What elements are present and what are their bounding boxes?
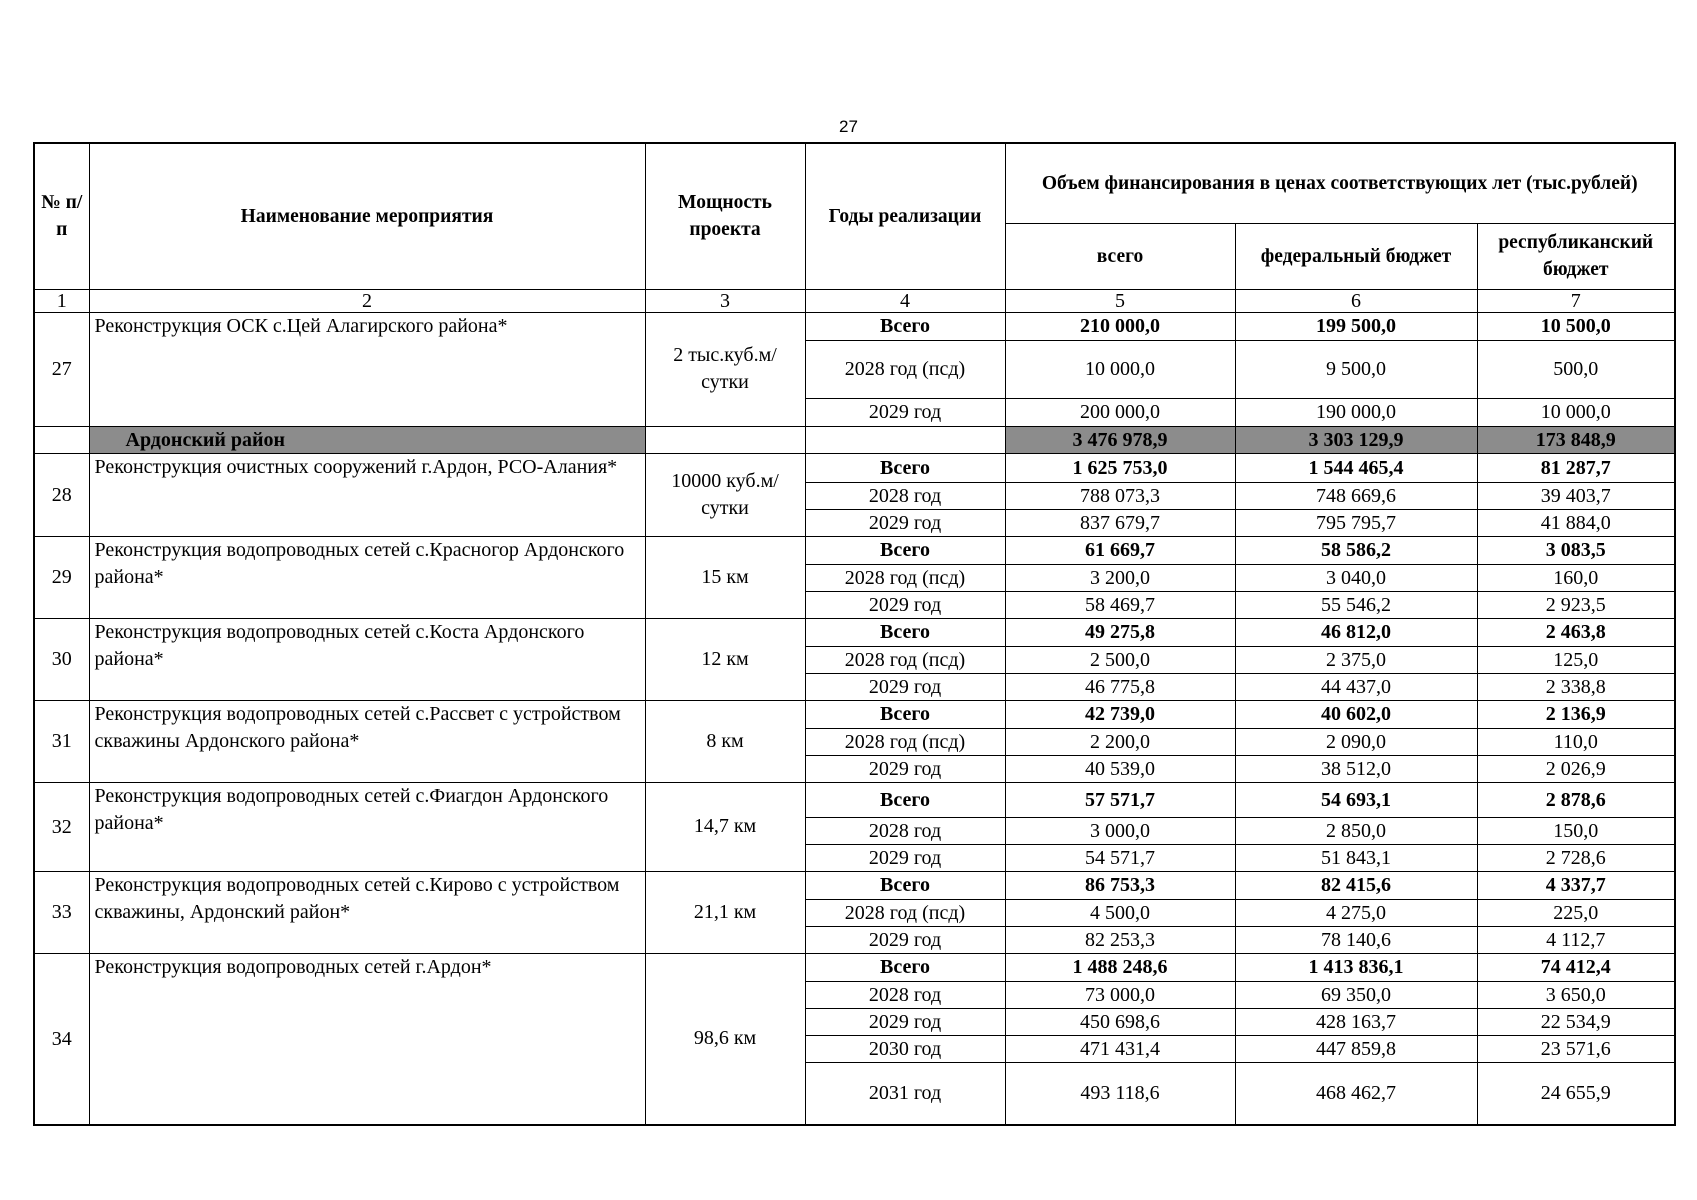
header-row-1	[34, 143, 1675, 223]
year-cell: 2029 год	[805, 1008, 1005, 1035]
federal-cell: 51 843,1	[1235, 844, 1477, 871]
column-number: 7	[1477, 289, 1675, 312]
header-capacity: Мощность проекта	[645, 143, 805, 289]
project-capacity: 14,7 км	[645, 782, 805, 871]
project-number: 32	[34, 782, 89, 871]
republic-cell: 500,0	[1477, 340, 1675, 398]
project-row	[34, 953, 1675, 981]
federal-cell: 447 859,8	[1235, 1035, 1477, 1062]
republic-cell: 150,0	[1477, 817, 1675, 844]
republic-cell: 2 136,9	[1477, 700, 1675, 728]
federal-cell: 1 544 465,4	[1235, 453, 1477, 482]
header-total: всего	[1005, 223, 1235, 289]
federal-cell: 2 090,0	[1235, 728, 1477, 755]
project-number: 29	[34, 536, 89, 618]
project-capacity: 2 тыс.куб.м/сутки	[645, 312, 805, 426]
header-name: Наименование мероприятия	[89, 143, 645, 289]
project-row	[34, 782, 1675, 817]
federal-cell: 40 602,0	[1235, 700, 1477, 728]
federal-cell: 55 546,2	[1235, 591, 1477, 618]
district-republic: 173 848,9	[1477, 426, 1675, 453]
republic-cell: 125,0	[1477, 646, 1675, 673]
project-number: 28	[34, 453, 89, 536]
year-cell: Всего	[805, 700, 1005, 728]
republic-cell: 4 112,7	[1477, 926, 1675, 953]
federal-cell: 78 140,6	[1235, 926, 1477, 953]
republic-cell: 41 884,0	[1477, 509, 1675, 536]
federal-cell: 69 350,0	[1235, 981, 1477, 1008]
year-cell: 2028 год	[805, 817, 1005, 844]
year-cell: 2029 год	[805, 844, 1005, 871]
project-row	[34, 700, 1675, 728]
project-number: 31	[34, 700, 89, 782]
district-row	[34, 426, 1675, 453]
total-cell: 1 625 753,0	[1005, 453, 1235, 482]
header-num: № п/п	[34, 143, 89, 289]
project-name: Реконструкция водопроводных сетей с.Фиагдон Ардонского района*	[89, 782, 645, 871]
project-row	[34, 536, 1675, 564]
district-empty	[645, 426, 805, 453]
republic-cell: 3 650,0	[1477, 981, 1675, 1008]
column-number: 1	[34, 289, 89, 312]
column-number: 6	[1235, 289, 1477, 312]
republic-cell: 2 026,9	[1477, 755, 1675, 782]
total-cell: 86 753,3	[1005, 871, 1235, 899]
federal-cell: 44 437,0	[1235, 673, 1477, 700]
republic-cell: 110,0	[1477, 728, 1675, 755]
year-cell: 2031 год	[805, 1062, 1005, 1125]
total-cell: 42 739,0	[1005, 700, 1235, 728]
total-cell: 54 571,7	[1005, 844, 1235, 871]
district-name: Ардонский район	[89, 426, 645, 453]
column-number: 3	[645, 289, 805, 312]
total-cell: 1 488 248,6	[1005, 953, 1235, 981]
republic-cell: 225,0	[1477, 899, 1675, 926]
year-cell: Всего	[805, 782, 1005, 817]
year-cell: 2028 год (псд)	[805, 899, 1005, 926]
total-cell: 73 000,0	[1005, 981, 1235, 1008]
header-financing: Объем финансирования в ценах соответствующих лет (тыс.рублей)	[1005, 143, 1675, 223]
republic-cell: 10 500,0	[1477, 312, 1675, 340]
republic-cell: 10 000,0	[1477, 398, 1675, 426]
federal-cell: 54 693,1	[1235, 782, 1477, 817]
republic-cell: 2 878,6	[1477, 782, 1675, 817]
project-row	[34, 453, 1675, 482]
project-name: Реконструкция очистных сооружений г.Ардон, РСО-Алания*	[89, 453, 645, 536]
republic-cell: 74 412,4	[1477, 953, 1675, 981]
project-capacity: 15 км	[645, 536, 805, 618]
financing-table	[33, 142, 1676, 1126]
republic-cell: 2 338,8	[1477, 673, 1675, 700]
year-cell: 2028 год (псд)	[805, 340, 1005, 398]
district-empty	[34, 426, 89, 453]
project-capacity: 98,6 км	[645, 953, 805, 1125]
republic-cell: 160,0	[1477, 564, 1675, 591]
federal-cell: 46 812,0	[1235, 618, 1477, 646]
year-cell: 2029 год	[805, 673, 1005, 700]
year-cell: 2030 год	[805, 1035, 1005, 1062]
federal-cell: 82 415,6	[1235, 871, 1477, 899]
total-cell: 3 200,0	[1005, 564, 1235, 591]
project-name: Реконструкция водопроводных сетей с.Кирово с устройством скважины, Ардонский район*	[89, 871, 645, 953]
republic-cell: 23 571,6	[1477, 1035, 1675, 1062]
year-cell: Всего	[805, 953, 1005, 981]
total-cell: 10 000,0	[1005, 340, 1235, 398]
project-name: Реконструкция водопроводных сетей с.Рассвет с устройством скважины Ардонского района*	[89, 700, 645, 782]
year-cell: 2028 год	[805, 482, 1005, 509]
page-number: 27	[839, 117, 858, 136]
federal-cell: 2 375,0	[1235, 646, 1477, 673]
year-cell: 2029 год	[805, 591, 1005, 618]
district-empty	[805, 426, 1005, 453]
republic-cell: 81 287,7	[1477, 453, 1675, 482]
republic-cell: 4 337,7	[1477, 871, 1675, 899]
year-cell: 2028 год (псд)	[805, 564, 1005, 591]
total-cell: 2 200,0	[1005, 728, 1235, 755]
total-cell: 2 500,0	[1005, 646, 1235, 673]
year-cell: Всего	[805, 536, 1005, 564]
federal-cell: 748 669,6	[1235, 482, 1477, 509]
project-number: 34	[34, 953, 89, 1125]
total-cell: 450 698,6	[1005, 1008, 1235, 1035]
project-row	[34, 871, 1675, 899]
total-cell: 49 275,8	[1005, 618, 1235, 646]
year-cell: 2029 год	[805, 926, 1005, 953]
federal-cell: 428 163,7	[1235, 1008, 1477, 1035]
federal-cell: 1 413 836,1	[1235, 953, 1477, 981]
republic-cell: 2 923,5	[1477, 591, 1675, 618]
year-cell: Всего	[805, 618, 1005, 646]
republic-cell: 24 655,9	[1477, 1062, 1675, 1125]
total-cell: 82 253,3	[1005, 926, 1235, 953]
project-capacity: 21,1 км	[645, 871, 805, 953]
project-number: 30	[34, 618, 89, 700]
table-body	[34, 143, 1675, 1125]
year-cell: 2029 год	[805, 755, 1005, 782]
header-republic: республиканский бюджет	[1477, 223, 1675, 289]
republic-cell: 22 534,9	[1477, 1008, 1675, 1035]
total-cell: 788 073,3	[1005, 482, 1235, 509]
federal-cell: 199 500,0	[1235, 312, 1477, 340]
total-cell: 58 469,7	[1005, 591, 1235, 618]
total-cell: 40 539,0	[1005, 755, 1235, 782]
year-cell: 2028 год	[805, 981, 1005, 1008]
column-number: 5	[1005, 289, 1235, 312]
total-cell: 3 000,0	[1005, 817, 1235, 844]
year-cell: Всего	[805, 871, 1005, 899]
federal-cell: 4 275,0	[1235, 899, 1477, 926]
year-cell: 2029 год	[805, 509, 1005, 536]
project-row	[34, 618, 1675, 646]
federal-cell: 2 850,0	[1235, 817, 1477, 844]
federal-cell: 38 512,0	[1235, 755, 1477, 782]
total-cell: 4 500,0	[1005, 899, 1235, 926]
project-row	[34, 312, 1675, 340]
total-cell: 46 775,8	[1005, 673, 1235, 700]
total-cell: 471 431,4	[1005, 1035, 1235, 1062]
district-federal: 3 303 129,9	[1235, 426, 1477, 453]
federal-cell: 795 795,7	[1235, 509, 1477, 536]
year-cell: 2028 год (псд)	[805, 646, 1005, 673]
republic-cell: 2 728,6	[1477, 844, 1675, 871]
federal-cell: 468 462,7	[1235, 1062, 1477, 1125]
republic-cell: 39 403,7	[1477, 482, 1675, 509]
federal-cell: 190 000,0	[1235, 398, 1477, 426]
year-cell: Всего	[805, 453, 1005, 482]
project-capacity: 8 км	[645, 700, 805, 782]
project-capacity: 10000 куб.м/сутки	[645, 453, 805, 536]
total-cell: 200 000,0	[1005, 398, 1235, 426]
federal-cell: 58 586,2	[1235, 536, 1477, 564]
column-number-row	[34, 289, 1675, 312]
project-name: Реконструкция ОСК с.Цей Алагирского района*	[89, 312, 645, 426]
column-number: 2	[89, 289, 645, 312]
year-cell: Всего	[805, 312, 1005, 340]
column-number: 4	[805, 289, 1005, 312]
header-years: Годы реализации	[805, 143, 1005, 289]
republic-cell: 2 463,8	[1477, 618, 1675, 646]
project-name: Реконструкция водопроводных сетей г.Ардон*	[89, 953, 645, 1125]
federal-cell: 3 040,0	[1235, 564, 1477, 591]
year-cell: 2028 год (псд)	[805, 728, 1005, 755]
federal-cell: 9 500,0	[1235, 340, 1477, 398]
district-total: 3 476 978,9	[1005, 426, 1235, 453]
header-federal: федеральный бюджет	[1235, 223, 1477, 289]
year-cell: 2029 год	[805, 398, 1005, 426]
project-number: 27	[34, 312, 89, 426]
total-cell: 61 669,7	[1005, 536, 1235, 564]
total-cell: 57 571,7	[1005, 782, 1235, 817]
republic-cell: 3 083,5	[1477, 536, 1675, 564]
project-name: Реконструкция водопроводных сетей с.Коста Ардонского района*	[89, 618, 645, 700]
total-cell: 837 679,7	[1005, 509, 1235, 536]
project-name: Реконструкция водопроводных сетей с.Красногор Ардонского района*	[89, 536, 645, 618]
project-capacity: 12 км	[645, 618, 805, 700]
total-cell: 210 000,0	[1005, 312, 1235, 340]
total-cell: 493 118,6	[1005, 1062, 1235, 1125]
project-number: 33	[34, 871, 89, 953]
